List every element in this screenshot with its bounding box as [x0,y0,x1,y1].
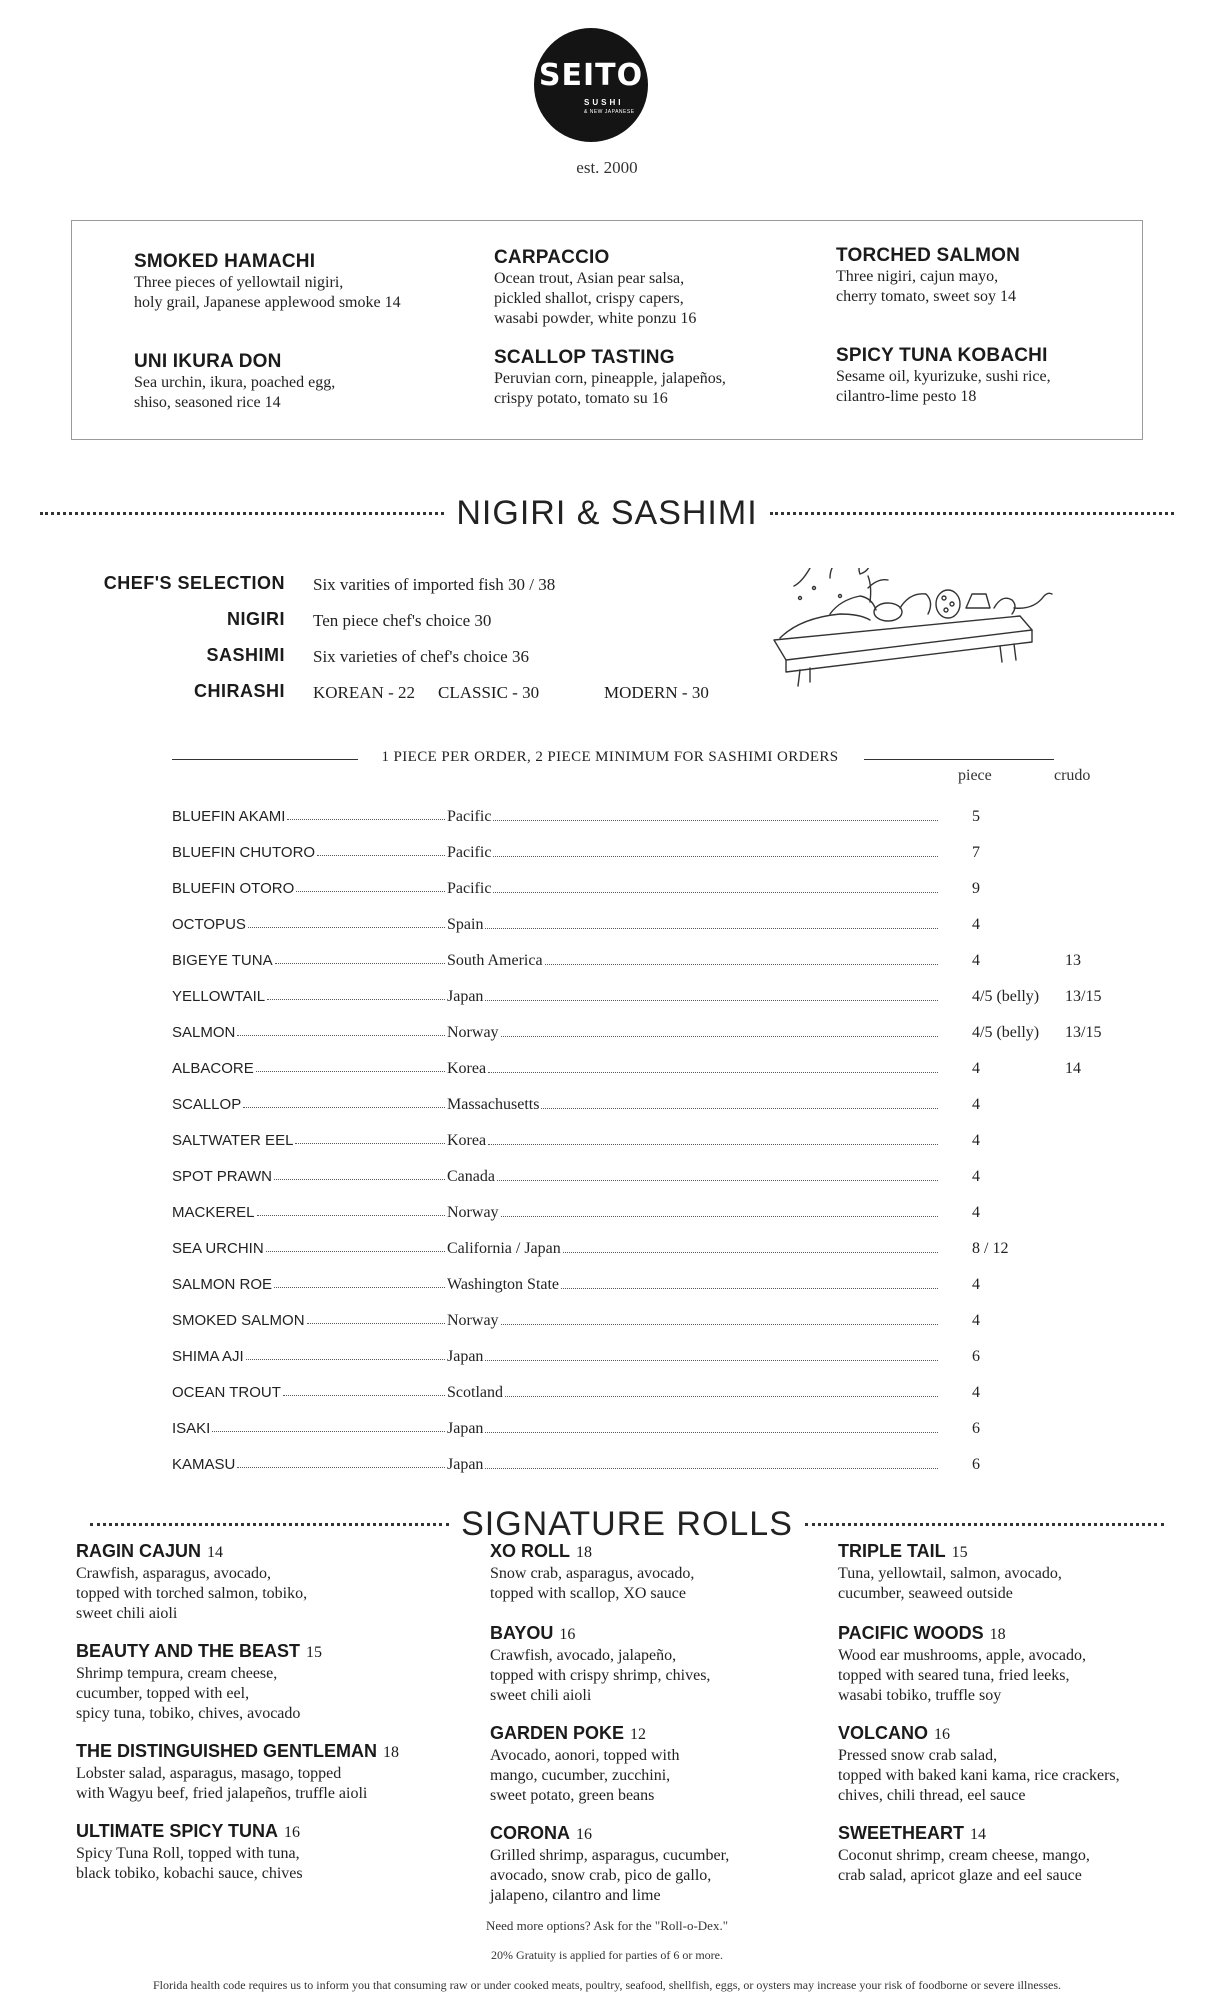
fish-name: YELLOWTAIL [172,988,266,1005]
dot-leader [274,1276,445,1288]
piece-price: 4 [972,1312,980,1329]
roll-description: Crawfish, avocado, jalapeño, [490,1647,677,1664]
fish-name: ISAKI [172,1420,211,1437]
roll-description: mango, cucumber, zucchini, [490,1767,671,1784]
established-text: est. 2000 [576,158,638,177]
fish-row [172,1096,1072,1120]
fish-row [172,1132,1072,1156]
roll-name: GARDEN POKE [490,1723,625,1743]
roll-name-line [76,1640,436,1664]
fish-origin: Canada [447,1168,495,1185]
dot-leader [237,1456,445,1468]
specials-box [71,220,1143,440]
divider [770,512,1174,515]
roll-name: XO ROLL [490,1541,570,1561]
dot-leader [485,1456,938,1469]
dot-leader [493,844,938,857]
fish-origin: Japan [447,988,484,1005]
chef-selection-row: SASHIMI Six varieties of chef's choice 36 [206,645,529,666]
dot-leader [307,1312,445,1324]
dot-leader [501,1312,938,1325]
dot-leader [505,1384,938,1397]
fish-row [172,1348,1072,1372]
fish-row [172,1240,1072,1264]
roll-price: 16 [559,1626,576,1643]
chef-selection-row: CHIRASHI KOREAN - 22 CLASSIC - 30 MODERN - 30 [193,681,709,702]
roll-price: 15 [306,1644,323,1661]
roll-item [490,1722,850,1806]
roll-description: avocado, snow crab, pico de gallo, [490,1867,712,1884]
roll-o-dex-note: Need more options? Ask for the "Roll-o-Dex." [485,1918,729,1933]
dot-leader [485,916,938,929]
roll-name-line [490,1540,850,1564]
dot-leader [212,1420,445,1432]
roll-description: Grilled shrimp, asparagus, cucumber, [490,1847,730,1864]
roll-name-line [838,1540,1198,1564]
fish-origin: Pacific [447,808,492,825]
fish-row [172,1060,1081,1084]
piece-price: 4 [972,1384,980,1401]
roll-description: Crawfish, asparagus, avocado, [76,1565,272,1582]
order-rule-text: 1 PIECE PER ORDER, 2 PIECE MINIMUM FOR SASHIMI ORDERS [381,749,839,765]
fish-name: SHIMA AJI [172,1348,244,1365]
roll-description: sweet chili aioli [76,1605,178,1622]
dot-leader [267,988,445,1000]
fish-origin: Pacific [447,844,492,861]
dot-leader [266,1240,445,1252]
piece-price: 8 / 12 [972,1240,1009,1257]
dot-leader [488,1060,938,1073]
dot-leader [561,1276,938,1289]
fish-name: SALTWATER EEL [172,1132,294,1149]
column-header-piece: piece [958,767,992,784]
roll-price: 16 [576,1826,592,1843]
roll-name: PACIFIC WOODS [838,1623,984,1643]
roll-item [838,1622,1198,1706]
piece-price: 4 [972,1168,980,1185]
roll-price: 16 [934,1726,950,1743]
fish-name: BLUEFIN OTORO [172,880,295,897]
roll-description: Wood ear mushrooms, apple, avocado, [838,1647,1086,1664]
roll-name-line [838,1822,1198,1846]
fish-name: BLUEFIN AKAMI [172,808,286,825]
piece-price: 4 [972,952,980,969]
fish-origin: Japan [447,1456,484,1473]
special-item: SMOKED HAMACHI Three pieces of yellowtail nigiri, holy grail, Japanese applewood smoke 14 [134,251,401,311]
fish-row [172,952,1081,976]
roll-description: wasabi tobiko, truffle soy [838,1687,1002,1704]
fish-origin: Pacific [447,880,492,897]
fish-row [172,988,1102,1012]
fish-row [172,916,1072,940]
roll-price: 18 [383,1744,400,1761]
roll-item [838,1722,1198,1806]
fish-name: OCEAN TROUT [172,1384,281,1401]
piece-price: 9 [972,880,980,897]
roll-name: VOLCANO [838,1723,928,1743]
fish-row [172,1204,1072,1228]
special-item: UNI IKURA DON Sea urchin, ikura, poached egg, shiso, seasoned rice 14 [134,351,336,411]
roll-price: 18 [989,1626,1006,1643]
piece-price: 4 [972,1276,980,1293]
special-item: CARPACCIO Ocean trout, Asian pear salsa, pickled shallot, crispy capers, wasabi powder, white ponzu 16 [494,247,697,327]
roll-description: topped with torched salmon, tobiko, [76,1585,308,1602]
roll-description: topped with seared tuna, fried leeks, [838,1667,1070,1684]
piece-price: 4/5 (belly) [972,1024,1040,1041]
fish-name: SPOT PRAWN [172,1168,273,1185]
roll-item [76,1640,436,1724]
fish-origin: Norway [447,1024,499,1041]
sushi-board-illustration [770,568,1080,698]
roll-item [76,1540,436,1624]
roll-name-line [76,1740,436,1764]
special-item: TORCHED SALMON Three nigiri, cajun mayo, cherry tomato, sweet soy 14 [836,245,1021,305]
roll-description: jalapeno, cilantro and lime [490,1887,661,1904]
crudo-price: 13/15 [1065,1024,1102,1041]
dot-leader [485,1348,938,1361]
brand-sub1: SUSHI [584,98,624,107]
roll-description: topped with baked kani kama, rice crackers, [838,1767,1120,1784]
roll-description: sweet chili aioli [490,1687,592,1704]
piece-price: 6 [972,1348,980,1365]
special-item: SCALLOP TASTING Peruvian corn, pineapple, jalapeños, crispy potato, tomato su 16 [494,347,726,407]
roll-price: 16 [284,1824,300,1841]
dot-leader [274,1168,445,1180]
fish-name: MACKEREL [172,1204,255,1221]
brand-sub2: & NEW JAPANESE [584,109,635,115]
divider [90,1523,449,1526]
roll-item [838,1822,1198,1886]
roll-description: Pressed snow crab salad, [838,1747,998,1764]
roll-name-line [838,1622,1198,1646]
fish-name: SALMON [172,1024,236,1041]
fish-origin: South America [447,952,543,969]
roll-price: 18 [576,1544,592,1561]
crudo-price: 13 [1065,952,1081,969]
piece-price: 4 [972,1132,980,1149]
roll-description: spicy tuna, tobiko, chives, avocado [76,1705,301,1722]
roll-description: topped with scallop, XO sauce [490,1585,686,1602]
fish-row [172,1456,1072,1480]
roll-name-line [838,1722,1198,1746]
roll-description: with Wagyu beef, fried jalapeños, truffle aioli [76,1785,368,1802]
roll-description: Tuna, yellowtail, salmon, avocado, [838,1565,1062,1582]
dot-leader [485,988,938,1001]
piece-price: 4 [972,1060,980,1077]
roll-price: 14 [207,1544,224,1561]
divider [864,759,1054,760]
roll-item [490,1622,850,1706]
dot-leader [501,1204,938,1217]
roll-name: CORONA [490,1823,570,1843]
roll-name: BAYOU [490,1623,554,1643]
fish-origin: Scotland [447,1384,503,1401]
dot-leader [488,1132,938,1145]
fish-row [172,808,1072,832]
fish-origin: Spain [447,916,484,933]
roll-name-line [76,1820,436,1844]
chef-selection-row: CHEF'S SELECTION Six varities of imported fish 30 / 38 [103,573,556,594]
piece-price: 5 [972,808,980,825]
roll-price: 14 [970,1826,986,1843]
divider [805,1523,1164,1526]
dot-leader [248,916,445,928]
roll-description: Avocado, aonori, topped with [490,1747,680,1764]
roll-description: black tobiko, kobachi sauce, chives [76,1865,303,1882]
fish-origin: Massachusetts [447,1096,540,1113]
fish-name: KAMASU [172,1456,236,1473]
roll-name-line [76,1540,436,1564]
dot-leader [246,1348,445,1360]
fish-origin: California / Japan [447,1240,561,1257]
roll-name-line [490,1622,850,1646]
fish-origin: Japan [447,1420,484,1437]
roll-price: 12 [630,1726,647,1743]
fish-name: SMOKED SALMON [172,1312,305,1329]
fish-name: BIGEYE TUNA [172,952,273,969]
piece-price: 6 [972,1420,980,1437]
nigiri-section-header [40,494,1174,533]
health-code-note: Florida health code requires us to inform you that consuming raw or under cooked meats, poultry, seafood, shellfish, eggs, or oysters may increase your risk of foodborne or severe illnesses. [153,1978,1061,1992]
fish-name: ALBACORE [172,1060,254,1077]
fish-row [172,1420,1072,1444]
dot-leader [256,1060,445,1072]
fish-row [172,1168,1072,1192]
roll-price: 15 [951,1544,968,1561]
dot-leader [485,1420,938,1433]
roll-description: Coconut shrimp, cream cheese, mango, [838,1847,1090,1864]
roll-name: SWEETHEART [838,1823,964,1843]
roll-item [838,1540,1198,1604]
roll-description: cucumber, topped with eel, [76,1685,250,1702]
dot-leader [541,1096,938,1109]
roll-item [76,1740,436,1804]
dot-leader [497,1168,938,1181]
roll-name-line [490,1722,850,1746]
fish-row [172,880,1072,904]
crudo-price: 13/15 [1065,988,1102,1005]
roll-description: crab salad, apricot glaze and eel sauce [838,1867,1082,1884]
fish-name: SCALLOP [172,1096,242,1113]
roll-description: Lobster salad, asparagus, masago, topped [76,1765,342,1782]
fish-origin: Korea [447,1060,487,1077]
dot-leader [545,952,938,965]
fish-origin: Japan [447,1348,484,1365]
fish-row [172,844,1072,868]
dot-leader [237,1024,445,1036]
roll-description: cucumber, seaweed outside [838,1585,1013,1602]
divider [172,759,358,760]
dot-leader [257,1204,445,1216]
roll-description: sweet potato, green beans [490,1787,655,1804]
dot-leader [317,844,445,856]
brand-name: SEITO [538,58,644,93]
divider [40,512,444,515]
roll-description: chives, chili thread, eel sauce [838,1787,1026,1804]
roll-name: THE DISTINGUISHED GENTLEMAN [76,1741,378,1761]
roll-description: Snow crab, asparagus, avocado, [490,1565,695,1582]
dot-leader [243,1096,445,1108]
roll-name-line [490,1822,850,1846]
roll-description: topped with crispy shrimp, chives, [490,1667,711,1684]
fish-name: SALMON ROE [172,1276,273,1293]
dot-leader [563,1240,938,1253]
section-title: NIGIRI & SASHIMI [456,494,758,532]
roll-name: TRIPLE TAIL [838,1541,946,1561]
dot-leader [287,808,445,820]
dot-leader [296,880,445,892]
roll-name: BEAUTY AND THE BEAST [76,1641,301,1661]
fish-row [172,1312,1072,1336]
column-header-crudo: crudo [1054,767,1091,784]
roll-name: ULTIMATE SPICY TUNA [76,1821,278,1841]
piece-price: 4 [972,1096,980,1113]
fish-row [172,1276,1072,1300]
roll-item [490,1822,850,1906]
fish-origin: Washington State [447,1276,560,1293]
dot-leader [501,1024,938,1037]
roll-item [490,1540,850,1604]
dot-leader [275,952,445,964]
piece-price: 4 [972,1204,980,1221]
dot-leader [493,808,938,821]
fish-origin: Norway [447,1204,499,1221]
roll-item [76,1820,436,1884]
dot-leader [295,1132,445,1144]
fish-name: OCTOPUS [172,916,246,933]
special-item: SPICY TUNA KOBACHI Sesame oil, kyurizuke, sushi rice, cilantro-lime pesto 18 [836,345,1051,405]
section-title: SIGNATURE ROLLS [461,1505,793,1543]
piece-price: 7 [972,844,980,861]
piece-price: 4/5 (belly) [972,988,1040,1005]
gratuity-note: 20% Gratuity is applied for parties of 6 or more. [491,1948,723,1962]
piece-price: 6 [972,1456,980,1473]
dot-leader [283,1384,445,1396]
fish-row [172,1024,1102,1048]
crudo-price: 14 [1065,1060,1081,1077]
dot-leader [493,880,938,893]
roll-name: RAGIN CAJUN [76,1541,202,1561]
fish-origin: Korea [447,1132,487,1149]
fish-name: SEA URCHIN [172,1240,264,1257]
roll-description: Shrimp tempura, cream cheese, [76,1665,278,1682]
fish-name: BLUEFIN CHUTORO [172,844,316,861]
piece-price: 4 [972,916,980,933]
fish-row [172,1384,1072,1408]
brand-logo [534,28,648,142]
fish-origin: Norway [447,1312,499,1329]
chef-selection-row: NIGIRI Ten piece chef's choice 30 [226,609,492,630]
rolls-section-header [40,1505,1174,1544]
roll-description: Spicy Tuna Roll, topped with tuna, [76,1845,300,1862]
